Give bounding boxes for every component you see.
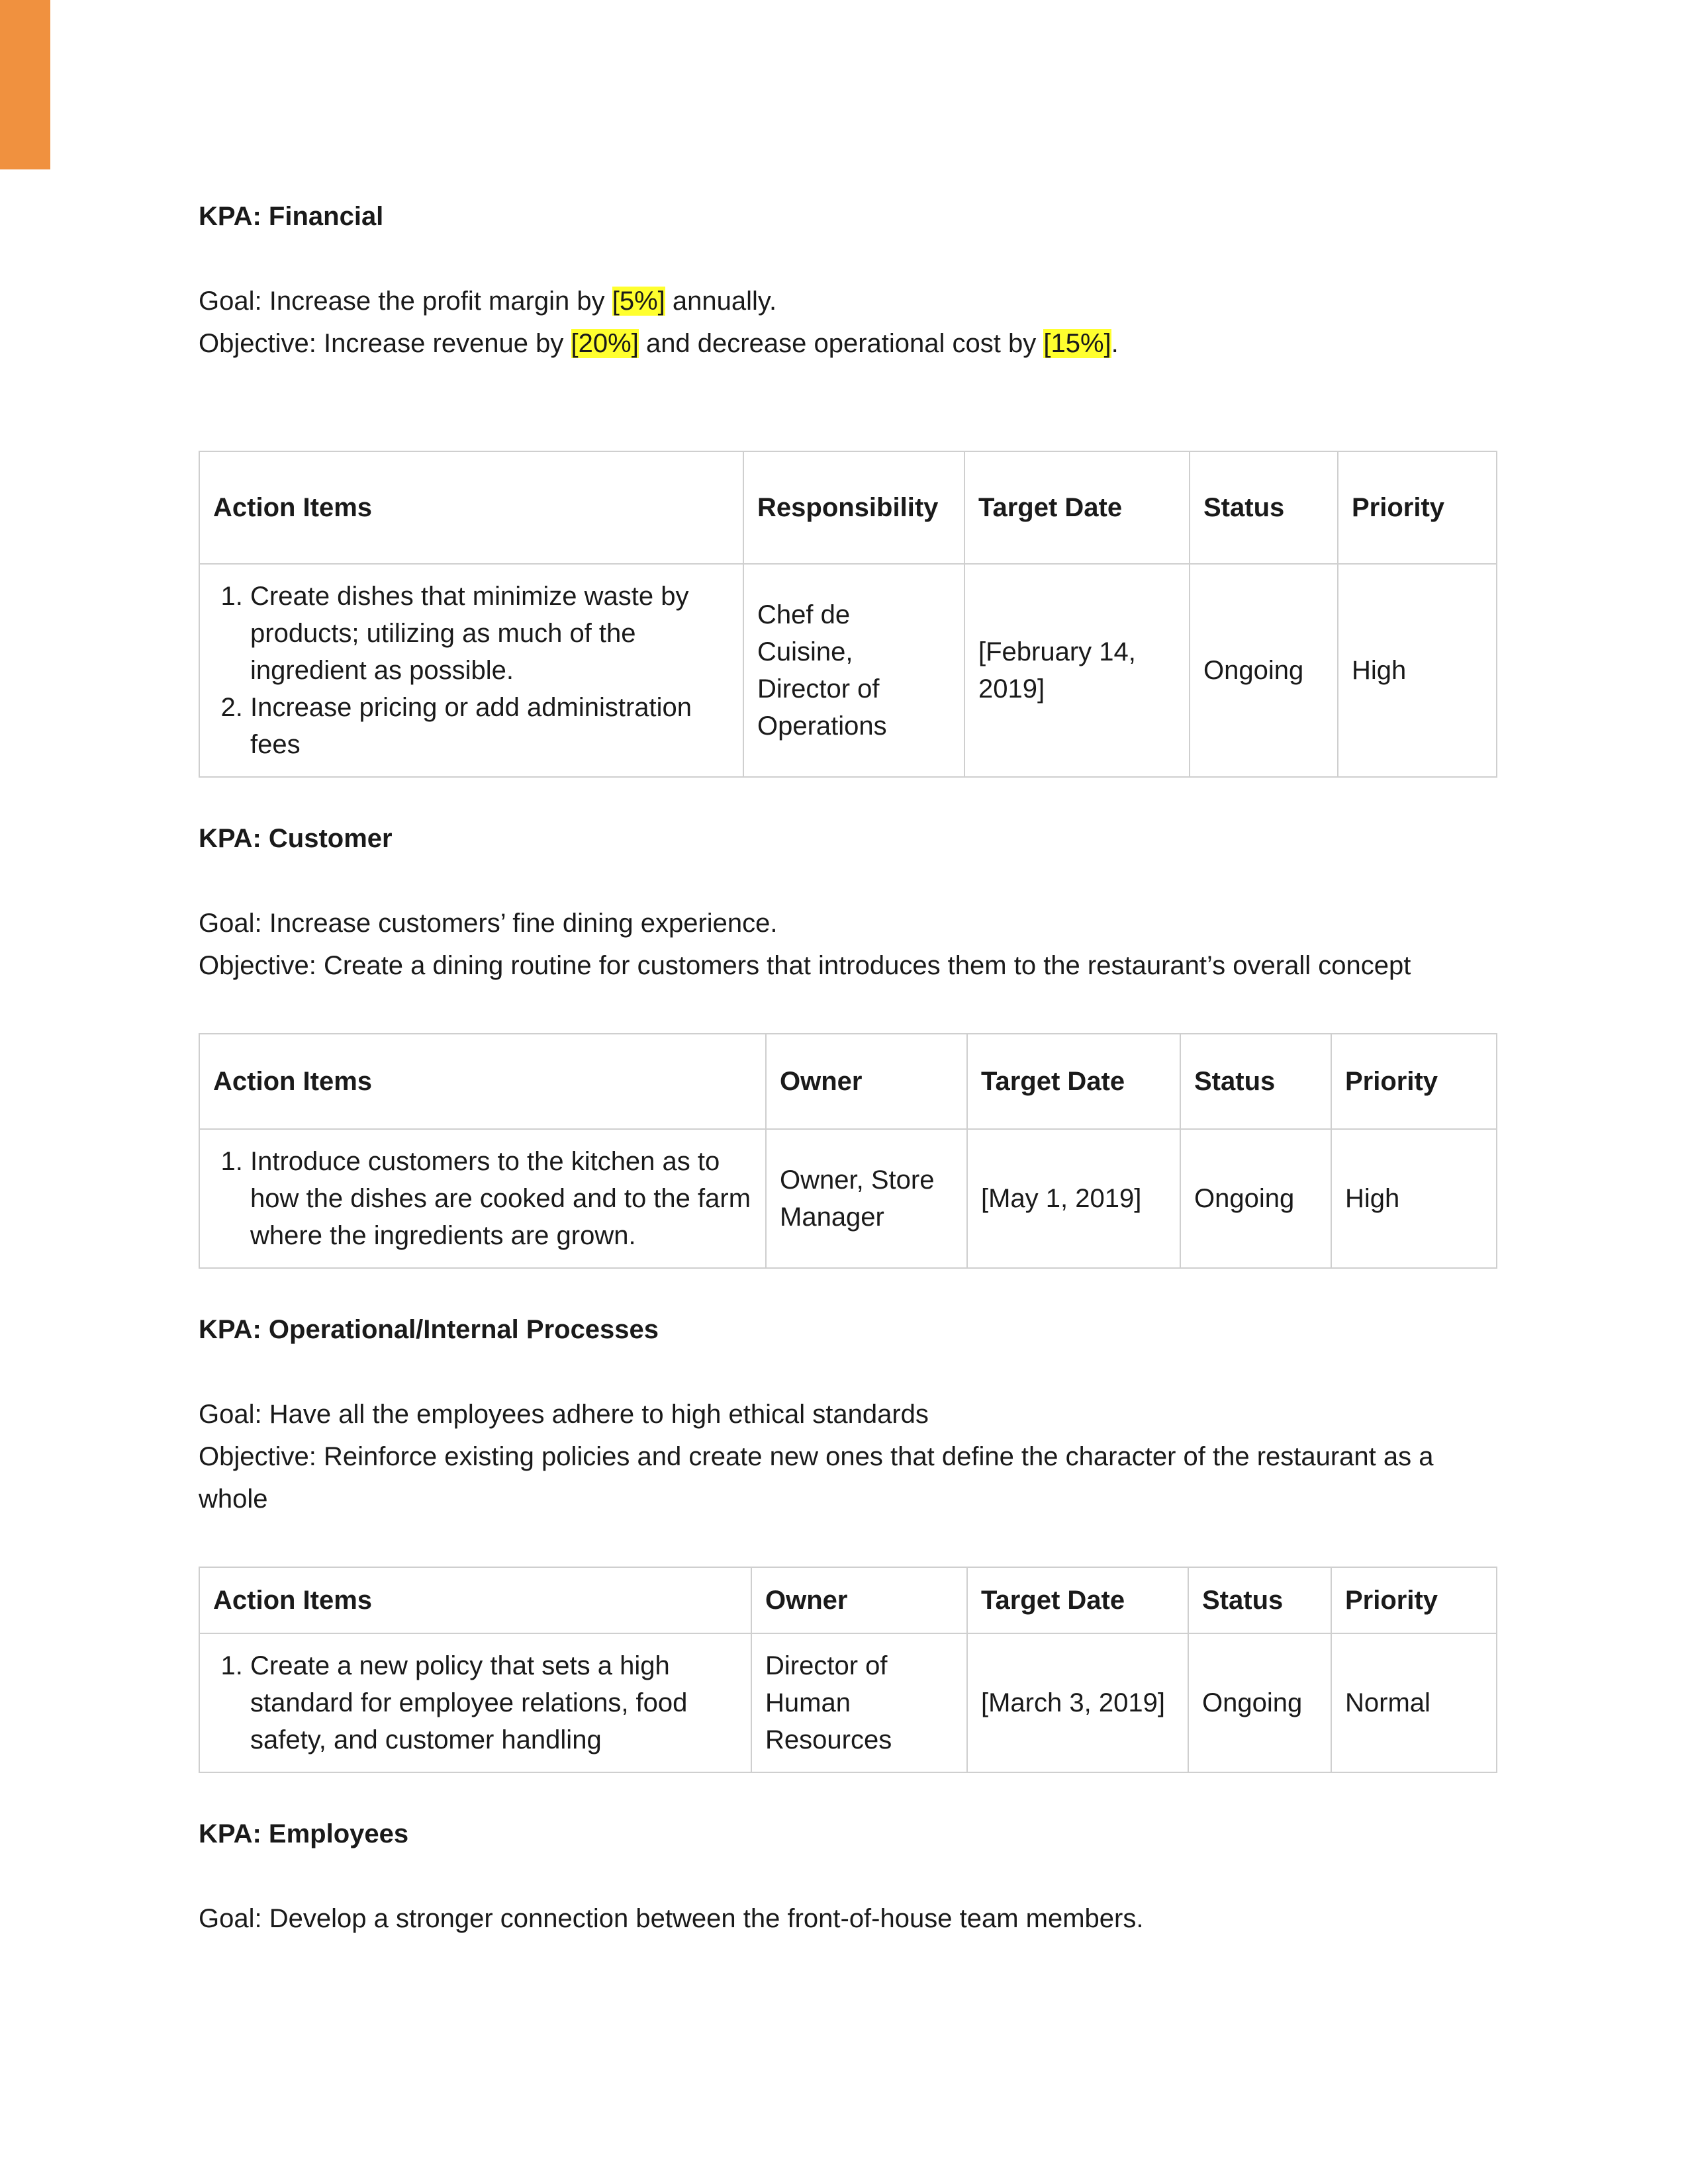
header-priority: Priority [1338,451,1497,564]
kpa-operational-heading: KPA: Operational/Internal Processes [199,1315,659,1344]
header-priority: Priority [1331,1034,1497,1129]
owner-cell: Owner, Store Manager [766,1129,967,1268]
customer-objective: Objective: Create a dining routine for customers that introduces them to the restaurant’s overall concept [199,951,1411,980]
responsibility-cell: Chef de Cuisine, Director of Operations [743,564,964,777]
table-row [199,564,1497,777]
status-cell: Ongoing [1190,564,1338,777]
highlight-20pct: [20%] [571,329,639,358]
target-date-cell: [May 1, 2019] [967,1129,1180,1268]
list-item: 1. Create a new policy that sets a high standard for employee relations, food safety, and customer handling [250,1647,737,1758]
status-cell: Ongoing [1188,1633,1331,1772]
priority-cell: Normal [1331,1633,1497,1772]
header-action-items: Action Items [199,1034,766,1129]
header-status: Status [1188,1567,1331,1633]
action-items-cell [199,564,743,777]
list-item: 1. Introduce customers to the kitchen as to how the dishes are cooked and to the farm where the ingredients are grown. [250,1143,752,1254]
header-status: Status [1180,1034,1331,1129]
highlight-15pct: [15%] [1043,329,1111,358]
table-header-row [199,1567,1497,1633]
document-body [199,195,1496,1940]
kpa-financial-heading: KPA: Financial [199,202,384,231]
header-target-date: Target Date [967,1034,1180,1129]
financial-table [199,451,1497,778]
priority-cell: High [1331,1129,1497,1268]
kpa-employees-heading: KPA: Employees [199,1819,409,1848]
action-items-cell [199,1129,766,1268]
header-target-date: Target Date [964,451,1190,564]
target-date-cell: [February 14, 2019] [964,564,1190,777]
table-row [199,1633,1497,1772]
table-header-row [199,451,1497,564]
priority-cell: High [1338,564,1497,777]
header-target-date: Target Date [967,1567,1188,1633]
highlight-5pct: [5%] [612,287,665,316]
kpa-customer-heading: KPA: Customer [199,824,393,853]
accent-bar [0,0,50,169]
target-date-cell: [March 3, 2019] [967,1633,1188,1772]
header-status: Status [1190,451,1338,564]
table-header-row [199,1034,1497,1129]
list-item: 1. Create dishes that minimize waste by products; utilizing as much of the ingredient as possible. [250,578,729,689]
action-items-cell [199,1633,751,1772]
list-item: 2. Increase pricing or add administration fees [250,689,729,763]
header-owner: Owner [751,1567,967,1633]
status-cell: Ongoing [1180,1129,1331,1268]
customer-goal: Goal: Increase customers’ fine dining experience. [199,909,778,938]
header-responsibility: Responsibility [743,451,964,564]
header-action-items: Action Items [199,1567,751,1633]
employees-goal: Goal: Develop a stronger connection between the front-of-house team members. [199,1904,1144,1933]
financial-objective: Objective: Increase revenue by [20%] and decrease operational cost by [15%]. [199,329,1119,358]
table-row [199,1129,1497,1268]
operational-goal: Goal: Have all the employees adhere to high ethical standards [199,1400,929,1429]
header-owner: Owner [766,1034,967,1129]
owner-cell: Director of Human Resources [751,1633,967,1772]
header-action-items: Action Items [199,451,743,564]
financial-goal: Goal: Increase the profit margin by [5%] annually. [199,287,777,316]
operational-table [199,1567,1497,1773]
operational-objective: Objective: Reinforce existing policies and create new ones that define the character of the restaurant as a whole [199,1442,1434,1514]
customer-table [199,1033,1497,1269]
header-priority: Priority [1331,1567,1497,1633]
